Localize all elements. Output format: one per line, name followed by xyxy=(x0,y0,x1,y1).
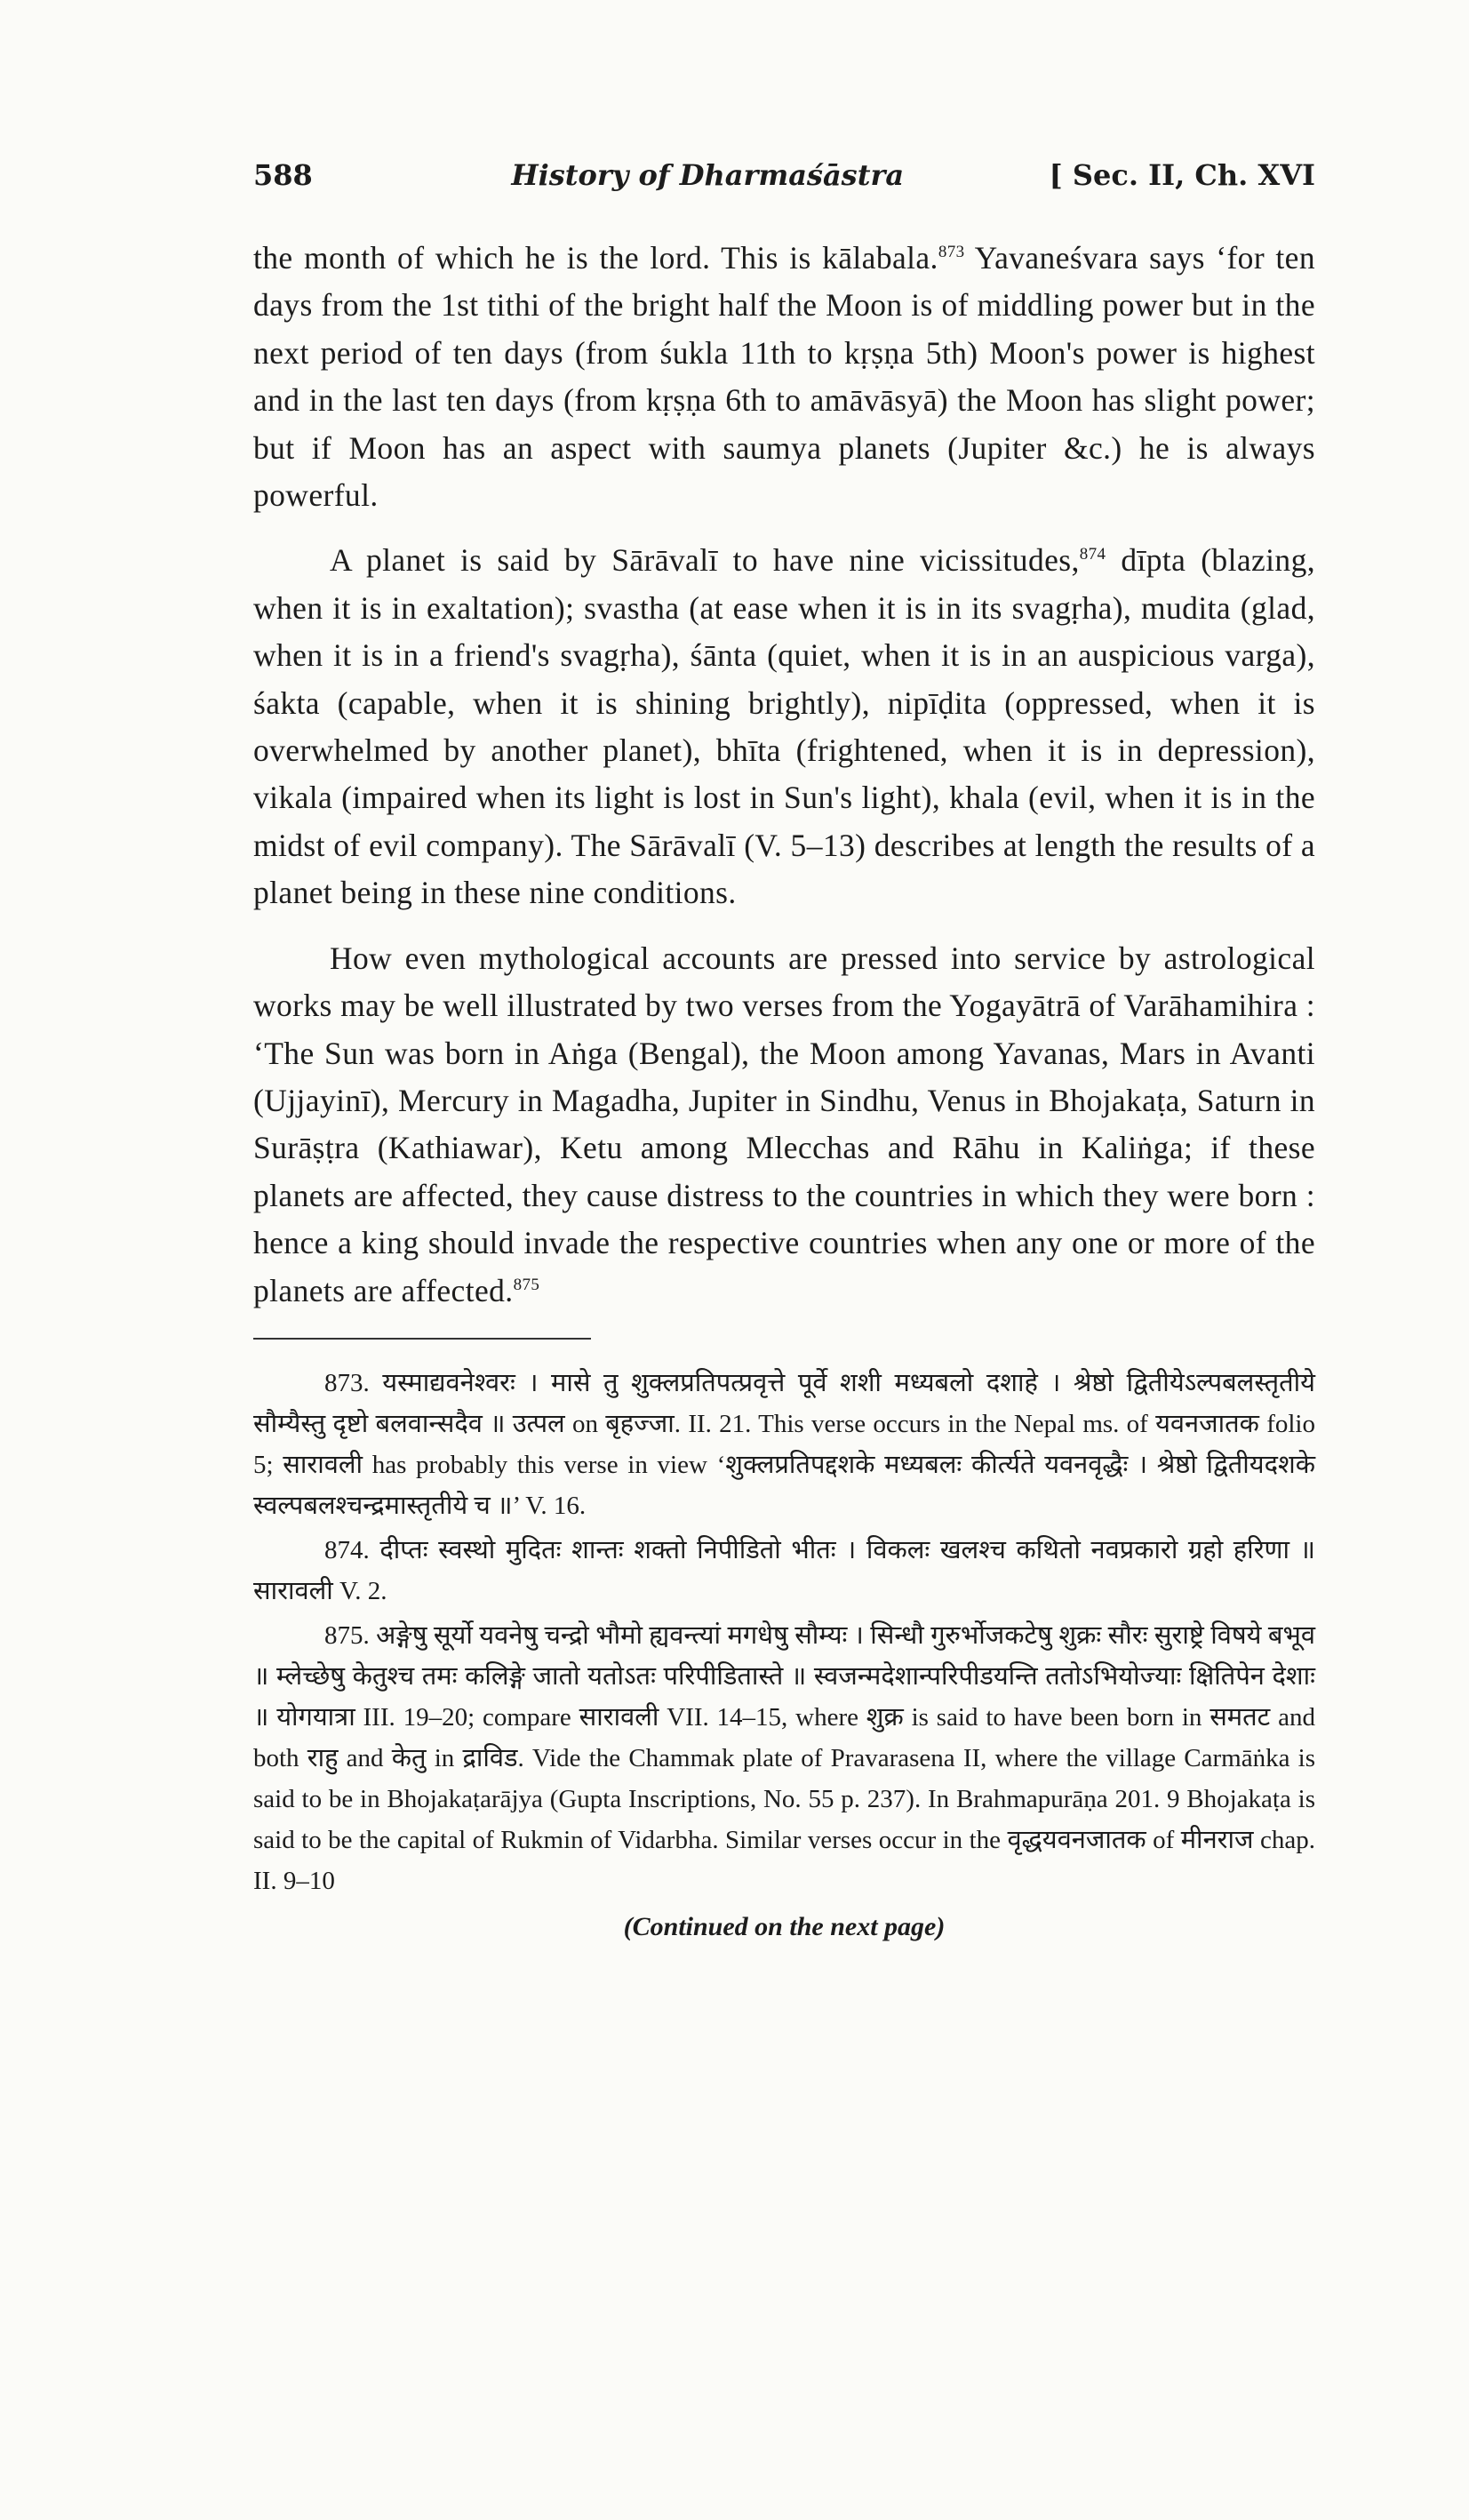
footnote-ref-873: 873 xyxy=(938,243,965,262)
page xyxy=(253,158,1315,1942)
footnote-873: 873. यस्माद्यवनेश्वरः । मासे तु शुक्लप्रतिपत्प्रवृत्ते पूर्वे शशी मध्यबलो दशाहे । श्रेष्ठो द्वितीयेऽल्पबलस्तृतीये सौम्यैस्तु दृष्टो बलवान्सदैव ॥ उत्पल on बृहज्जा. II. 21. This verse occurs in the Nepal ms. of यवनजातक folio 5; सारावली has probably this verse in view ‘शुक्लप्रतिपद्दशके मध्यबलः कीर्त्यते यवनवृद्धैः । श्रेष्ठो द्वितीयदशके स्वल्पबलश्चन्द्रमास्तृतीये च ॥’ V. 16. xyxy=(253,1368,1315,1520)
page-number: 588 xyxy=(253,158,313,192)
running-title: History of Dharmaśāstra xyxy=(511,158,905,192)
paragraph-1: the month of which he is the lord. This is kālabala.$^{873}$ Yavaneśvara says ‘for ten days from the 1st tithi of the bright half the Moon is of middling power but in the next period of ten days (from śukla 11th to kṛṣṇa 5th) Moon's power is highest and in the last ten days (from kṛṣṇa 6th to amāvāsyā) the Moon has slight power; but if Moon has an aspect with saumya planets (Jupiter &c.) he is always powerful. xyxy=(253,240,1315,514)
footnotes xyxy=(253,1363,1315,1901)
footnote-874: 874. दीप्तः स्वस्थो मुदितः शान्तः शक्तो निपीडितो भीतः । विकलः खलश्च कथितो नवप्रकारो ग्रहो हरिणा ॥ सारावली V. 2. xyxy=(253,1535,1315,1605)
footnote-ref-874: 874 xyxy=(1079,545,1106,564)
continued-note: (Continued on the next page) xyxy=(623,1911,946,1941)
footnote-divider xyxy=(253,1338,591,1340)
footnote-ref-875: 875 xyxy=(513,1275,540,1294)
section-label: [ Sec. II, Ch. XVI xyxy=(1049,158,1315,192)
footnote-875: 875. अङ्गेषु सूर्यो यवनेषु चन्द्रो भौमो ह्यवन्त्यां मगधेषु सौम्यः । सिन्धौ गुरुर्भोजकटेषु शुक्रः सौरः सुराष्ट्रे विषये बभूव ॥ म्लेच्छेषु केतुश्च तमः कलिङ्गे जातो यतोऽतः परिपीडितास्ते ॥ स्वजन्मदेशान्परिपीडयन्ति ततोऽभियोज्याः क्षितिपेन देशाः ॥ योगयात्रा III. 19–20; compare सारावली VII. 14–15, where शुक्र is said to have been born in समतट and both राहु and केतु in द्राविड. Vide the Chammak plate of Pravarasena II, where the village Carmāṅka is said to be in Bhojakaṭarājya (Gupta Inscriptions, No. 55 p. 237). In Brahmapurāṇa 201. 9 Bhojakaṭa is said to be the capital of Rukmin of Vidarbha. Similar verses occur in the वृद्धयवनजातक of मीनराज chap. II. 9–10 xyxy=(253,1620,1315,1895)
body-text xyxy=(253,235,1315,1315)
running-header xyxy=(253,158,1315,192)
paragraph-2: A planet is said by Sārāvalī to have nine vicissitudes,$^{874}$ dīpta (blazing, when it is in exaltation); svastha (at ease when it is in its svagṛha), mudita (glad, when it is in a friend's svagṛha), śānta (quiet, when it is in an auspicious varga), śakta (capable, when it is shining brightly), nipīḍita (oppressed, when it is overwhelmed by another planet), bhīta (frightened, when it is in depression), vikala (impaired when its light is lost in Sun's light), khala (evil, when it is in the midst of evil company). The Sārāvalī (V. 5–13) describes at length the results of a planet being in these nine conditions. xyxy=(253,542,1315,911)
paragraph-3: How even mythological accounts are pressed into service by astrological works may be well illustrated by two verses from the Yogayātrā of Varāhamihira : ‘The Sun was born in Aṅga (Bengal), the Moon among Yavanas, Mars in Avanti (Ujjayinī), Mercury in Magadha, Jupiter in Sindhu, Venus in Bhojakaṭa, Saturn in Surāṣṭra (Kathiawar), Ketu among Mlecchas and Rāhu in Kaliṅga; if these planets are affected, they cause distress to the countries in which they were born : hence a king should invade the respective countries when any one or more of the planets are affected.$^{875}$ xyxy=(253,940,1315,1308)
